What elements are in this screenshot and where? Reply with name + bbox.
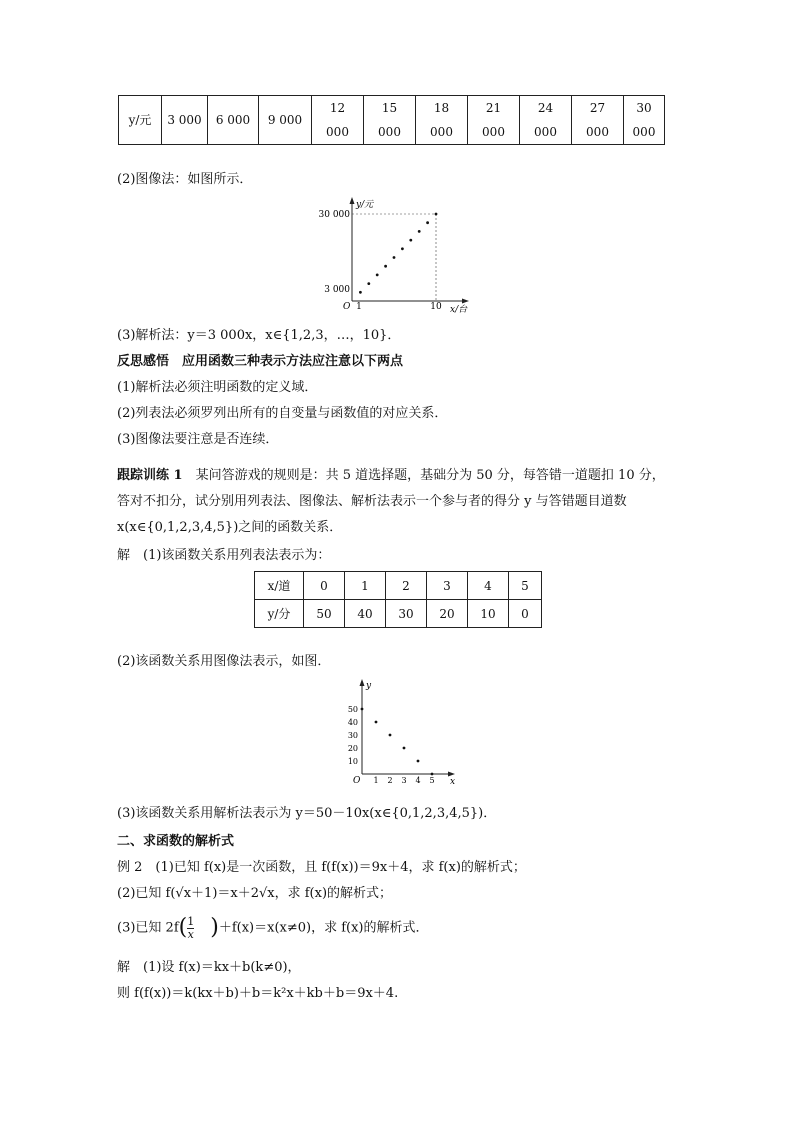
y-tick-label: 3 000: [324, 285, 350, 295]
data-point: [376, 274, 379, 277]
analytic-method-text-2: (3)该函数关系用解析法表示为 y＝50－10x(x∈{0,1,2,3,4,5})．: [117, 806, 497, 821]
x-tick-label: 1: [356, 302, 362, 312]
reflection-point: (3)图像法要注意是否连续．: [117, 432, 279, 447]
x-tick-label: 4: [415, 776, 421, 785]
exercise-line: [117, 466, 665, 486]
data-points: [361, 708, 434, 776]
cell-text: 21: [485, 101, 502, 115]
cell-text: 000: [482, 125, 505, 139]
table-cell: y/分: [255, 600, 304, 628]
table-cell: 10: [468, 600, 509, 628]
data-point: [431, 773, 434, 776]
cell-text: 12: [329, 101, 346, 115]
table-cell: [312, 96, 364, 145]
table-cell: 50: [304, 600, 345, 628]
y-axis-arrow-icon: [350, 197, 355, 204]
x-tick-label: 3: [401, 776, 407, 785]
reflection-title: 反思感悟 应用函数三种表示方法应注意以下两点: [117, 354, 404, 369]
cell-text: 18: [433, 101, 450, 115]
table-cell: [364, 96, 416, 145]
table-cell: x/道: [255, 572, 304, 600]
reflection-point: (2)列表法必须罗列出所有的自变量与函数值的对应关系．: [117, 406, 448, 421]
cell-text: 24: [537, 101, 554, 115]
x-axis-arrow-icon: [462, 299, 469, 304]
example-text: (3)已知 2f: [117, 920, 179, 936]
data-point: [389, 734, 392, 737]
analytic-method-text: (3)解析法：y＝3 000x，x∈{1,2,3，…，10}．: [117, 328, 401, 343]
data-point: [435, 213, 438, 216]
table-cell: 3: [427, 572, 468, 600]
cell-text: 3 000: [167, 113, 202, 127]
table-cell: 40: [345, 600, 386, 628]
data-point: [393, 256, 396, 259]
y-axis-label: y/元: [356, 200, 374, 210]
fraction: [187, 916, 194, 941]
price-table: [118, 95, 665, 145]
data-point: [359, 291, 362, 294]
chart-price-vs-units: [316, 196, 486, 318]
example-text: ＋f(x)＝x(x≠0)，求 f(x)的解析式．: [218, 920, 429, 936]
data-point: [367, 282, 370, 285]
table-cell: 0: [304, 572, 345, 600]
exercise-label: 跟踪训练 1: [117, 468, 183, 483]
cell-text: 000: [326, 125, 349, 139]
cell-text: 15: [381, 101, 398, 115]
table-row: [255, 600, 542, 628]
chart-score-vs-errors: [336, 676, 461, 790]
cell-text: 6 000: [215, 113, 251, 127]
y-tick-label: 10: [347, 757, 358, 766]
cell-text: 000: [534, 125, 557, 139]
data-point: [403, 747, 406, 750]
table-cell: 30: [386, 600, 427, 628]
row-label: y/元: [128, 113, 152, 127]
paren-left: (: [178, 915, 188, 940]
table-cell: [468, 96, 520, 145]
x-tick-label: 5: [429, 776, 435, 785]
x-axis-arrow-icon: [448, 772, 455, 777]
table-cell: [162, 96, 208, 145]
y-tick-label: 50: [347, 705, 358, 714]
y-tick-label: 30: [347, 731, 358, 740]
graph-method-text-2: (2)该函数关系用图像法表示，如图．: [117, 654, 331, 669]
y-tick-label: 30 000: [318, 210, 350, 220]
example-line: [117, 914, 429, 943]
cell-text: 9 000: [267, 113, 303, 127]
paren-right: ): [210, 915, 219, 940]
y-axis-label: y: [366, 681, 372, 691]
solution-line: 解 (1)设 f(x)＝kx＋b(k≠0)，: [117, 960, 301, 975]
cell-text: 27: [589, 101, 606, 115]
data-points: [359, 213, 437, 294]
x-axis-label: x: [450, 777, 456, 787]
data-point: [375, 721, 378, 724]
table-row: [119, 96, 665, 145]
exercise-text: 某问答游戏的规则是：共 5 道选择题，基础分为 50 分，每答错一道题扣 10 分，: [182, 468, 665, 483]
exercise-text: 答对不扣分，试分别用列表法、图像法、解析法表示一个参与者的得分 y 与答错题目道数: [117, 494, 627, 509]
example-line: 例 2 (1)已知 f(x)是一次函数，且 f(f(x))＝9x＋4，求 f(x)的解析式；: [117, 860, 526, 875]
data-point: [409, 239, 412, 242]
data-point: [384, 265, 387, 268]
x-axis-label: x/台: [450, 305, 468, 315]
cell-text: 000: [430, 125, 453, 139]
fraction-numerator: 1: [187, 914, 195, 928]
table-cell: [259, 96, 312, 145]
table-cell: [624, 96, 665, 145]
row-label-cell: [119, 96, 162, 145]
table-cell: 1: [345, 572, 386, 600]
table-cell: 0: [509, 600, 542, 628]
solution-line: 则 f(f(x))＝k(kx＋b)＋b＝k²x＋kb＋b＝9x＋4.: [117, 986, 399, 1001]
data-point: [418, 230, 421, 233]
table-cell: 4: [468, 572, 509, 600]
y-tick-label: 20: [347, 744, 358, 753]
table-cell: 5: [509, 572, 542, 600]
table-cell: [416, 96, 468, 145]
tick-labels: [348, 705, 435, 785]
cell-text: 000: [632, 125, 656, 139]
table-cell: [572, 96, 624, 145]
x-tick-label: 10: [430, 302, 442, 312]
table-cell: 20: [427, 600, 468, 628]
cell-text: 000: [378, 125, 401, 139]
origin-label: O: [343, 302, 351, 312]
score-table: [254, 571, 542, 628]
origin-label: O: [353, 776, 361, 786]
data-point: [401, 247, 404, 250]
exercise-text: x(x∈{0,1,2,3,4,5})之间的函数关系．: [117, 520, 343, 535]
data-point: [361, 708, 364, 711]
x-tick-label: 1: [373, 776, 379, 785]
graph-method-text: (2)图像法：如图所示．: [117, 172, 253, 187]
fraction-denominator: x: [187, 927, 194, 941]
y-tick-label: 40: [347, 718, 358, 727]
table-cell: [520, 96, 572, 145]
data-point: [417, 760, 420, 763]
table-cell: [208, 96, 259, 145]
section-title: 二、求函数的解析式: [117, 834, 235, 849]
x-tick-label: 2: [387, 776, 393, 785]
table-row: [255, 572, 542, 600]
solution-intro: 解 (1)该函数关系用列表法表示为：: [117, 548, 331, 563]
table-cell: 2: [386, 572, 427, 600]
example-line: (2)已知 f(√x＋1)＝x＋2√x，求 f(x)的解析式；: [117, 886, 393, 901]
cell-text: 30: [636, 101, 652, 115]
cell-text: 000: [586, 125, 609, 139]
data-point: [426, 221, 429, 224]
y-axis-arrow-icon: [360, 679, 365, 686]
reflection-point: (1)解析法必须注明函数的定义域．: [117, 380, 318, 395]
